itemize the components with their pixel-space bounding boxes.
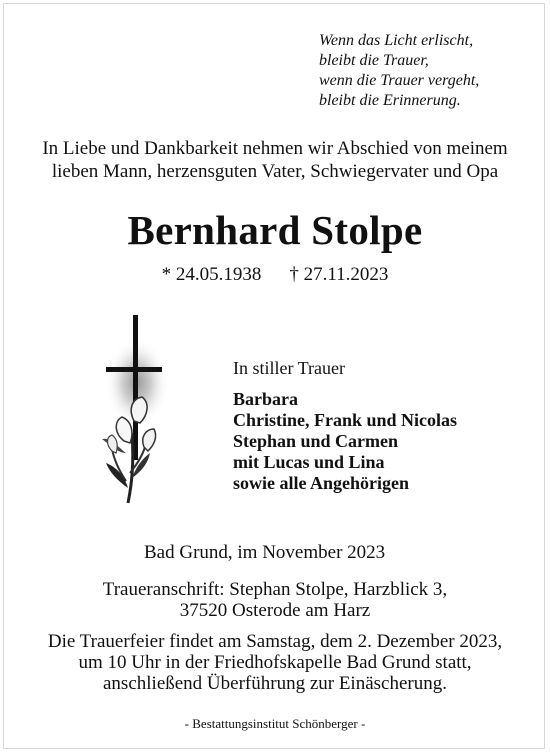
cross-with-lilies-icon [88, 313, 188, 513]
intro-line: lieben Mann, herzensguten Vater, Schwiegervater und Opa [51, 161, 499, 182]
mourner-line: Christine, Frank und Nicolas [233, 410, 458, 430]
poem [319, 31, 479, 111]
funeral-info [0, 631, 550, 694]
poem-line: bleibt die Trauer, [319, 52, 429, 69]
mourner-line: Barbara [233, 389, 298, 409]
address-line: Traueranschrift: Stephan Stolpe, Harzblick 3, [102, 579, 448, 600]
place-and-date: Bad Grund, im November 2023 [144, 542, 386, 563]
death-date: † 27.11.2023 [289, 264, 389, 285]
birth-date: * 24.05.1938 [161, 264, 262, 285]
deceased-name: Bernhard Stolpe [127, 207, 423, 253]
mourning-address [0, 579, 550, 621]
funeral-home-credit: - Bestattungsinstitut Schönberger - [184, 716, 366, 731]
mourning-label: In stiller Trauer [233, 358, 345, 378]
funeral-line: Die Trauerfeier findet am Samstag, dem 2. Dezember 2023, [47, 631, 503, 652]
funeral-line: anschließend Überführung zur Einäscherung. [103, 673, 447, 694]
mourner-line: sowie alle Angehörigen [233, 473, 409, 493]
mourner-line: Stephan und Carmen [233, 431, 399, 451]
funeral-line: um 10 Uhr in der Friedhofskapelle Bad Grund statt, [78, 652, 472, 673]
life-dates [0, 264, 550, 286]
poem-line: bleibt die Erinnerung. [319, 92, 461, 109]
intro-text [0, 137, 550, 183]
poem-line: wenn die Trauer vergeht, [319, 72, 480, 89]
poem-line: Wenn das Licht erlischt, [319, 32, 474, 49]
mourner-line: mit Lucas und Lina [233, 452, 385, 472]
intro-line: In Liebe und Dankbarkeit nehmen wir Abschied von meinem [42, 138, 508, 159]
address-line: 37520 Osterode am Harz [179, 600, 371, 621]
mourners-list [233, 389, 457, 494]
